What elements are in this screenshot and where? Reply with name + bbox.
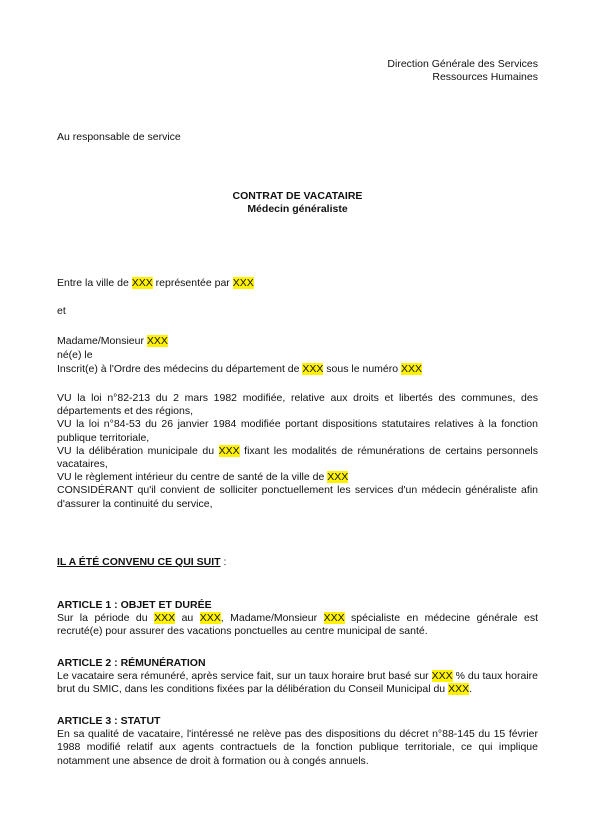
- placeholder-representant: XXX: [232, 277, 254, 289]
- article-3: [57, 715, 538, 768]
- vu-paragraph-3: [57, 445, 538, 471]
- article-1-text-part: au: [175, 612, 200, 625]
- considerants-block: [57, 392, 538, 511]
- article-2: [57, 657, 538, 697]
- article-2-text-part: .: [469, 683, 472, 696]
- placeholder-date-fin: XXX: [199, 612, 221, 625]
- vu-paragraph-1: VU la loi n°82-213 du 2 mars 1982 modifiée, relative aux droits et libertés des communes, des départements et des régions,: [57, 392, 538, 418]
- considerant-paragraph: CONSIDÉRANT qu'il convient de solliciter ponctuellement les services d'un médecin généraliste afin d'assurer la continuité du service,: [57, 484, 538, 510]
- article-1-text-part: , Madame/Monsieur: [220, 612, 324, 625]
- placeholder-taux: XXX: [431, 670, 453, 683]
- madame-prefix: Madame/Monsieur: [57, 335, 147, 347]
- recipient-line: Au responsable de service: [57, 131, 181, 143]
- parties-et: et: [57, 305, 66, 317]
- entre-prefix: Entre la ville de: [57, 277, 132, 289]
- parties-inscrit: [57, 363, 538, 376]
- title-line-1: CONTRAT DE VACATAIRE: [232, 190, 363, 202]
- header-block: [387, 58, 538, 84]
- article-3-text: En sa qualité de vacataire, l'intéressé ne relève pas des dispositions du décret n°88-145 du 15 février 1988 modifié relatif aux agents contractuels de la fonction publique territoriale, ce qui implique notamment une absence de droit à formation ou à congés annuels.: [57, 728, 538, 767]
- convenu-line: [57, 556, 538, 569]
- article-1-text: [57, 612, 538, 638]
- article-1-text-part: spécialiste en médecine générale est recruté(e) pour assurer des vacations ponctuelles au centre municipal de santé.: [57, 612, 539, 638]
- article-1: [57, 599, 538, 639]
- article-2-text-part: Le vacataire sera rémunéré, après service fait, sur un taux horaire brut basé sur: [57, 670, 432, 683]
- vu3-prefix: VU la délibération municipale du: [57, 444, 219, 457]
- parties-ne: né(e) le: [57, 349, 93, 361]
- article-2-title: ARTICLE 2 : RÉMUNÉRATION: [57, 657, 206, 669]
- article-2-text-part: % du taux horaire brut du SMIC, dans les conditions fixées par la délibération du Conseil Municipal du: [57, 670, 538, 696]
- vu-paragraph-2: VU la loi n°84-53 du 26 janvier 1984 modifiée portant dispositions statutaires relatives à la fonction publique territoriale,: [57, 418, 538, 444]
- vu4-prefix: VU le règlement intérieur du centre de santé de la ville de: [57, 471, 328, 484]
- header-line-2: Ressources Humaines: [432, 71, 538, 84]
- title-line-2: Médecin généraliste: [247, 203, 348, 216]
- document-title: [57, 190, 538, 216]
- inscrit-prefix: Inscrit(e) à l'Ordre des médecins du département de: [57, 363, 303, 375]
- inscrit-mid: sous le numéro: [323, 363, 402, 375]
- parties-entre: [57, 277, 538, 290]
- article-1-text-part: Sur la période du: [57, 612, 155, 625]
- convenu-label: IL A ÉTÉ CONVENU CE QUI SUIT: [57, 556, 221, 568]
- placeholder-deliberation: XXX: [218, 444, 240, 457]
- article-3-title: ARTICLE 3 : STATUT: [57, 715, 161, 727]
- parties-madame: [57, 335, 538, 348]
- entre-mid: représentée par: [152, 277, 233, 289]
- placeholder-numero: XXX: [401, 363, 423, 375]
- placeholder-medecin: XXX: [323, 612, 345, 625]
- article-1-title: ARTICLE 1 : OBJET ET DURÉE: [57, 599, 212, 611]
- placeholder-date-debut: XXX: [154, 612, 176, 625]
- placeholder-date-conseil: XXX: [448, 683, 470, 696]
- header-line-1: Direction Générale des Services: [387, 58, 538, 70]
- convenu-suffix: :: [220, 556, 227, 568]
- vu3-suffix: fixant les modalités de rémunérations de certains personnels vacataires,: [57, 444, 538, 471]
- placeholder-ville-centre: XXX: [327, 471, 349, 484]
- placeholder-ville: XXX: [131, 277, 153, 289]
- vu-paragraph-4: [57, 471, 538, 484]
- placeholder-nom: XXX: [146, 335, 168, 347]
- article-2-text: [57, 670, 538, 696]
- placeholder-departement: XXX: [302, 363, 324, 375]
